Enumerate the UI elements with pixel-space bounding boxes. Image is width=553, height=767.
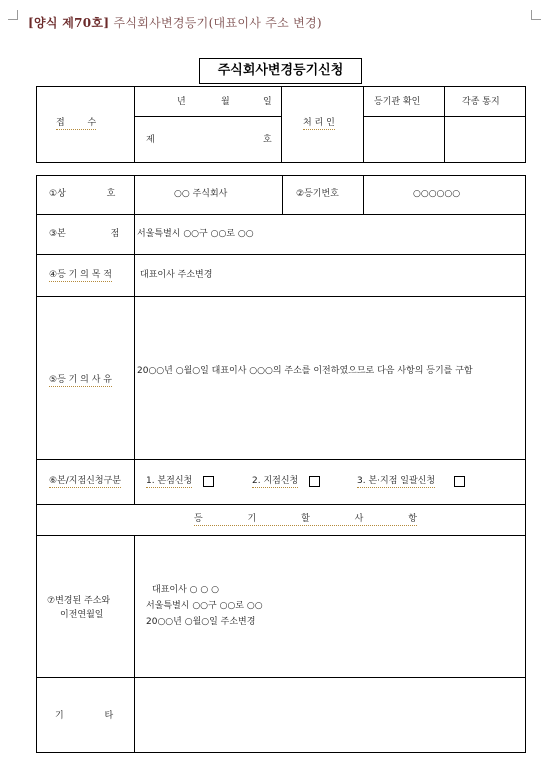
option-branch-checkbox[interactable] (309, 476, 320, 487)
reg-no-label: ②등기번호 (296, 189, 339, 199)
trade-name-label: ①상 호 (49, 189, 116, 199)
changed-date-label: 이전연월일 (60, 610, 104, 620)
registry-check-label: 등기관 확인 (374, 97, 421, 107)
receipt-no-suffix: 호 (263, 135, 272, 145)
receipt-no-prefix: 제 (146, 135, 155, 145)
changed-line-date: 20○○년 ○월○일 주소변경 (146, 617, 256, 627)
receipt-month: 월 (221, 97, 230, 107)
processing-label: 처 리 인 (303, 118, 335, 128)
form-number: [양식 제70호] (28, 16, 110, 30)
other-label: 기 타 (55, 711, 114, 721)
purpose-label: ④등 기 의 목 적 (49, 270, 112, 280)
option-head-office-label: 1. 본점신청 (146, 476, 193, 486)
trade-name-value: ○○ 주식회사 (174, 189, 228, 199)
form-subtitle: 주식회사변경등기(대표이사 주소 변경) (113, 16, 322, 30)
purpose-value: 대표이사 주소변경 (140, 270, 213, 280)
form-header (28, 14, 322, 31)
reg-no-value: ○○○○○○ (413, 189, 461, 199)
page-corner-mark-left (8, 10, 18, 20)
head-office-value: 서울특별시 ○○구 ○○로 ○○ (137, 229, 254, 239)
receipt-year: 년 (177, 97, 186, 107)
reason-value: 20○○년 ○월○일 대표이사 ○○○의 주소를 이전하였으므로 다음 사항의 등기를 구함 (137, 366, 473, 376)
changed-address-label: ⑦변경된 주소와 (47, 596, 111, 606)
head-office-label: ③본 점 (49, 229, 120, 239)
changed-line-address: 서울특별시 ○○구 ○○로 ○○ (146, 601, 263, 611)
matters-heading: 등 기 할 사 항 (194, 514, 417, 524)
page-corner-mark-right (531, 10, 541, 20)
option-combined-checkbox[interactable] (454, 476, 465, 487)
branch-label: ⑥본/지점신청구분 (49, 476, 121, 486)
option-branch-label: 2. 지점신청 (252, 476, 299, 486)
changed-line-representative: 대표이사 ○ ○ ○ (152, 585, 219, 595)
reason-label: ⑤등 기 의 사 유 (49, 375, 112, 385)
option-head-office-checkbox[interactable] (203, 476, 214, 487)
receipt-day: 일 (263, 97, 272, 107)
receipt-label: 접 수 (56, 118, 97, 128)
form-title: 주식회사변경등기신청 (199, 58, 362, 84)
notices-label: 각종 통지 (462, 97, 500, 107)
option-combined-label: 3. 본·지점 일괄신청 (357, 476, 436, 486)
